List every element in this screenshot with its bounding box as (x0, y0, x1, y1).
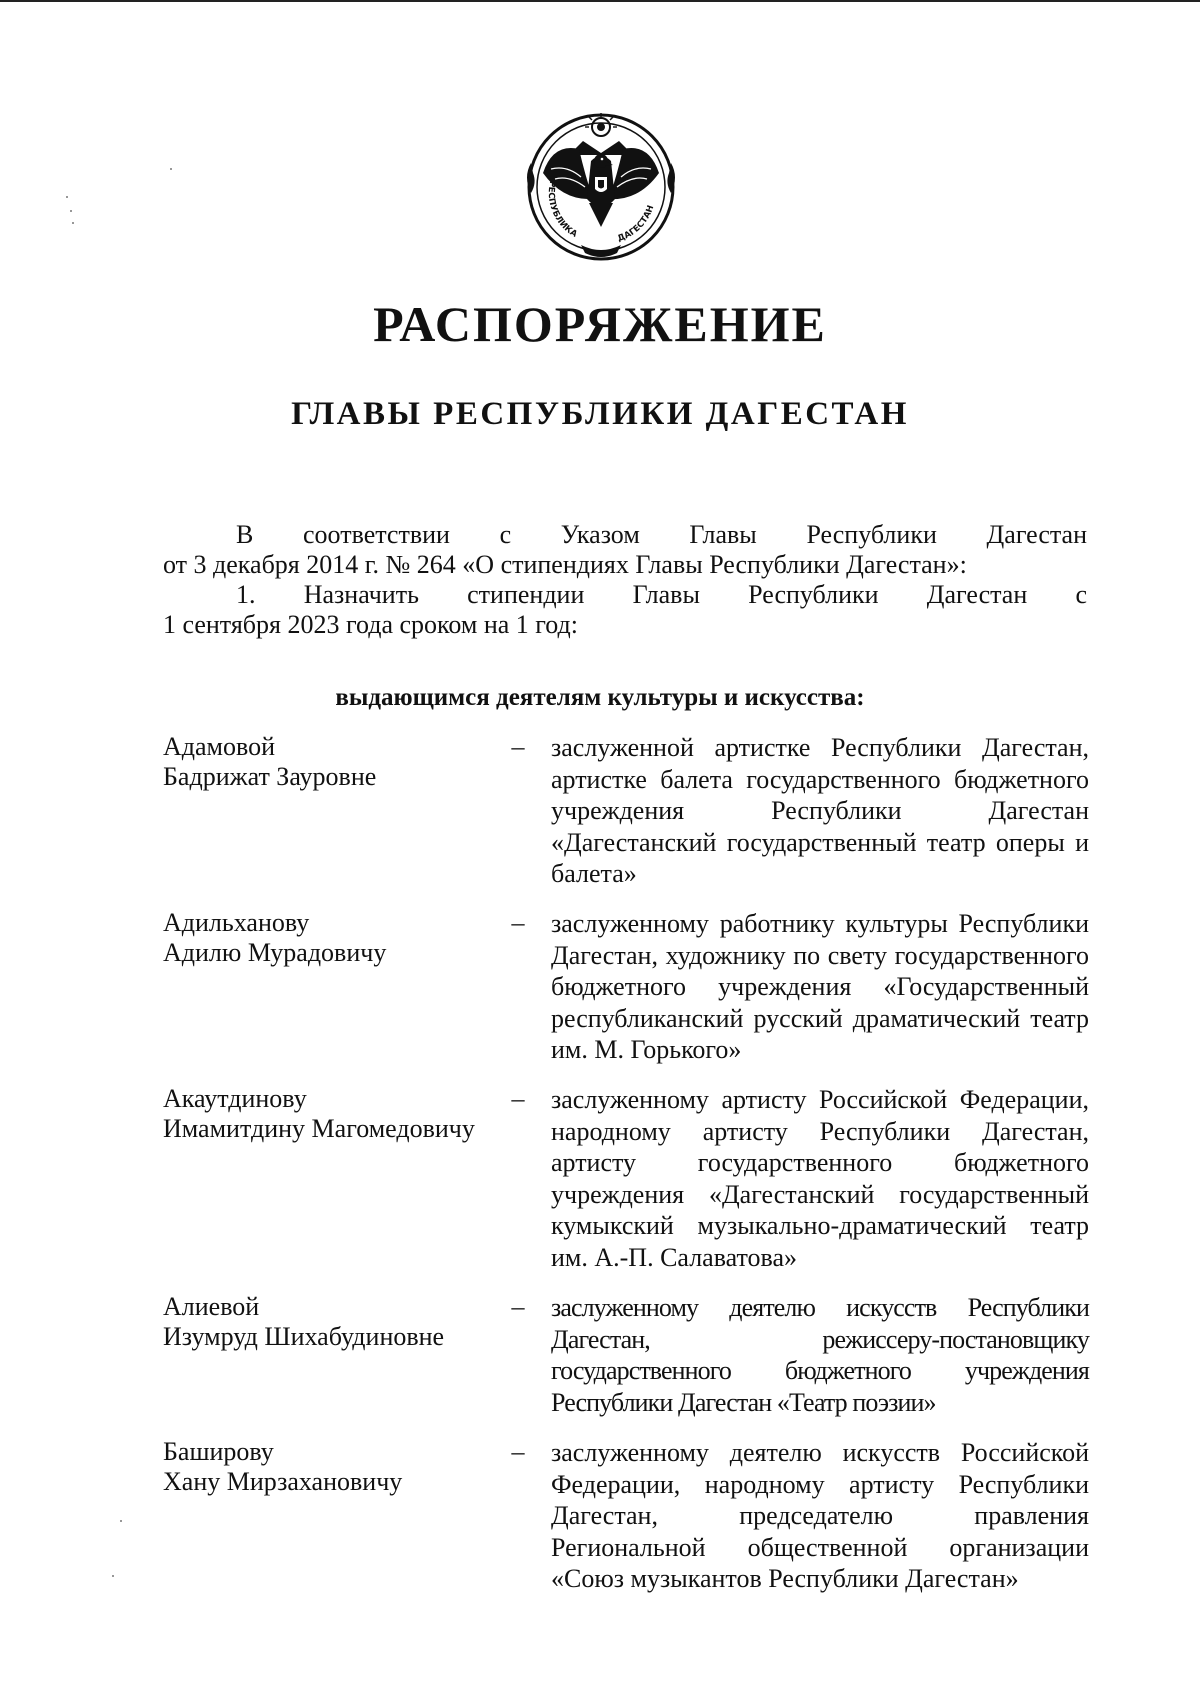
scan-speck (112, 1575, 114, 1577)
recipient-surname: Адамовой (163, 732, 276, 761)
recipient-name (163, 908, 493, 968)
recipient-given-names: Адилю Мурадовичу (163, 938, 387, 967)
recipient-given-names: Бадрижат Зауровне (163, 762, 377, 791)
scan-speck (66, 196, 68, 198)
recipient-description: заслуженной артистке Республики Дагестан, артистке балета государственного бюджетного учреждения Республики Дагестан «Дагестанский государственный театр оперы и балета» (551, 733, 1089, 888)
recipient-given-names: Изумруд Шихабудиновне (163, 1322, 445, 1351)
scan-edge-line (0, 0, 1200, 2)
recipient-given-names: Имамитдину Магомедовичу (163, 1114, 475, 1143)
coat-of-arms-icon (519, 103, 683, 267)
recipient-surname: Акаутдинову (163, 1084, 307, 1113)
emblem-inscription-right: ДАГЕСТАН (616, 204, 657, 245)
recipient-description: заслуженному деятелю искусств Республики Дагестан, режиссеру-постановщику государственного бюджетного учреждения Республики Дагестан «Театр поэзии» (551, 1293, 1089, 1417)
entry-dash: – (511, 1437, 525, 1466)
recipient-description: заслуженному артисту Российской Федерации, народному артисту Республики Дагестан, артисту государственного бюджетного учреждения «Дагестанский государственный кумыкский музыкально-драматический театр им. А.-П. Салаватова» (551, 1085, 1089, 1272)
recipient-given-names: Хану Мирзахановичу (163, 1467, 403, 1496)
preamble-line-1: В соответствии с Указом Главы Республики Дагестан (236, 520, 1087, 549)
recipient-surname: Баширову (163, 1437, 274, 1466)
document-subtitle: ГЛАВЫ РЕСПУБЛИКИ ДАГЕСТАН (291, 396, 909, 432)
entry-dash: – (511, 908, 525, 937)
recipient-surname: Адильханову (163, 908, 310, 937)
recipient-surname: Алиевой (163, 1292, 260, 1321)
recipient-description: заслуженному деятелю искусств Российской Федерации, народному артисту Республики Дагестан, председателю правления Региональной общественной организации «Союз музыкантов Республики Дагестан» (551, 1438, 1089, 1593)
scan-speck (170, 168, 172, 170)
item-1-line-1: 1. Назначить стипендии Главы Республики Дагестан с (236, 580, 1087, 609)
emblem-inscription-left: РЕСПУБЛИКА (545, 179, 579, 240)
recipient-name (163, 1437, 493, 1497)
entry-dash: – (511, 1292, 525, 1321)
scan-speck (72, 222, 74, 224)
section-heading: выдающимся деятелям культуры и искусства: (335, 684, 865, 711)
entry-dash: – (511, 732, 525, 761)
preamble-paragraph (163, 520, 1087, 580)
item-1-paragraph (163, 580, 1087, 640)
recipient-name (163, 732, 493, 792)
document-title: РАСПОРЯЖЕНИЕ (373, 296, 827, 352)
scan-speck (120, 1520, 122, 1522)
recipient-name (163, 1084, 493, 1144)
scan-speck (70, 210, 72, 212)
item-1-line-2: 1 сентября 2023 года сроком на 1 год: (163, 610, 578, 639)
entry-dash: – (511, 1084, 525, 1113)
preamble-line-2: от 3 декабря 2014 г. № 264 «О стипендиях Главы Республики Дагестан»: (163, 550, 967, 579)
recipient-name (163, 1292, 493, 1352)
recipient-description: заслуженному работнику культуры Республики Дагестан, художнику по свету государственного бюджетного учреждения «Государственный республиканский русский драматический театр им. М. Горького» (551, 909, 1089, 1064)
